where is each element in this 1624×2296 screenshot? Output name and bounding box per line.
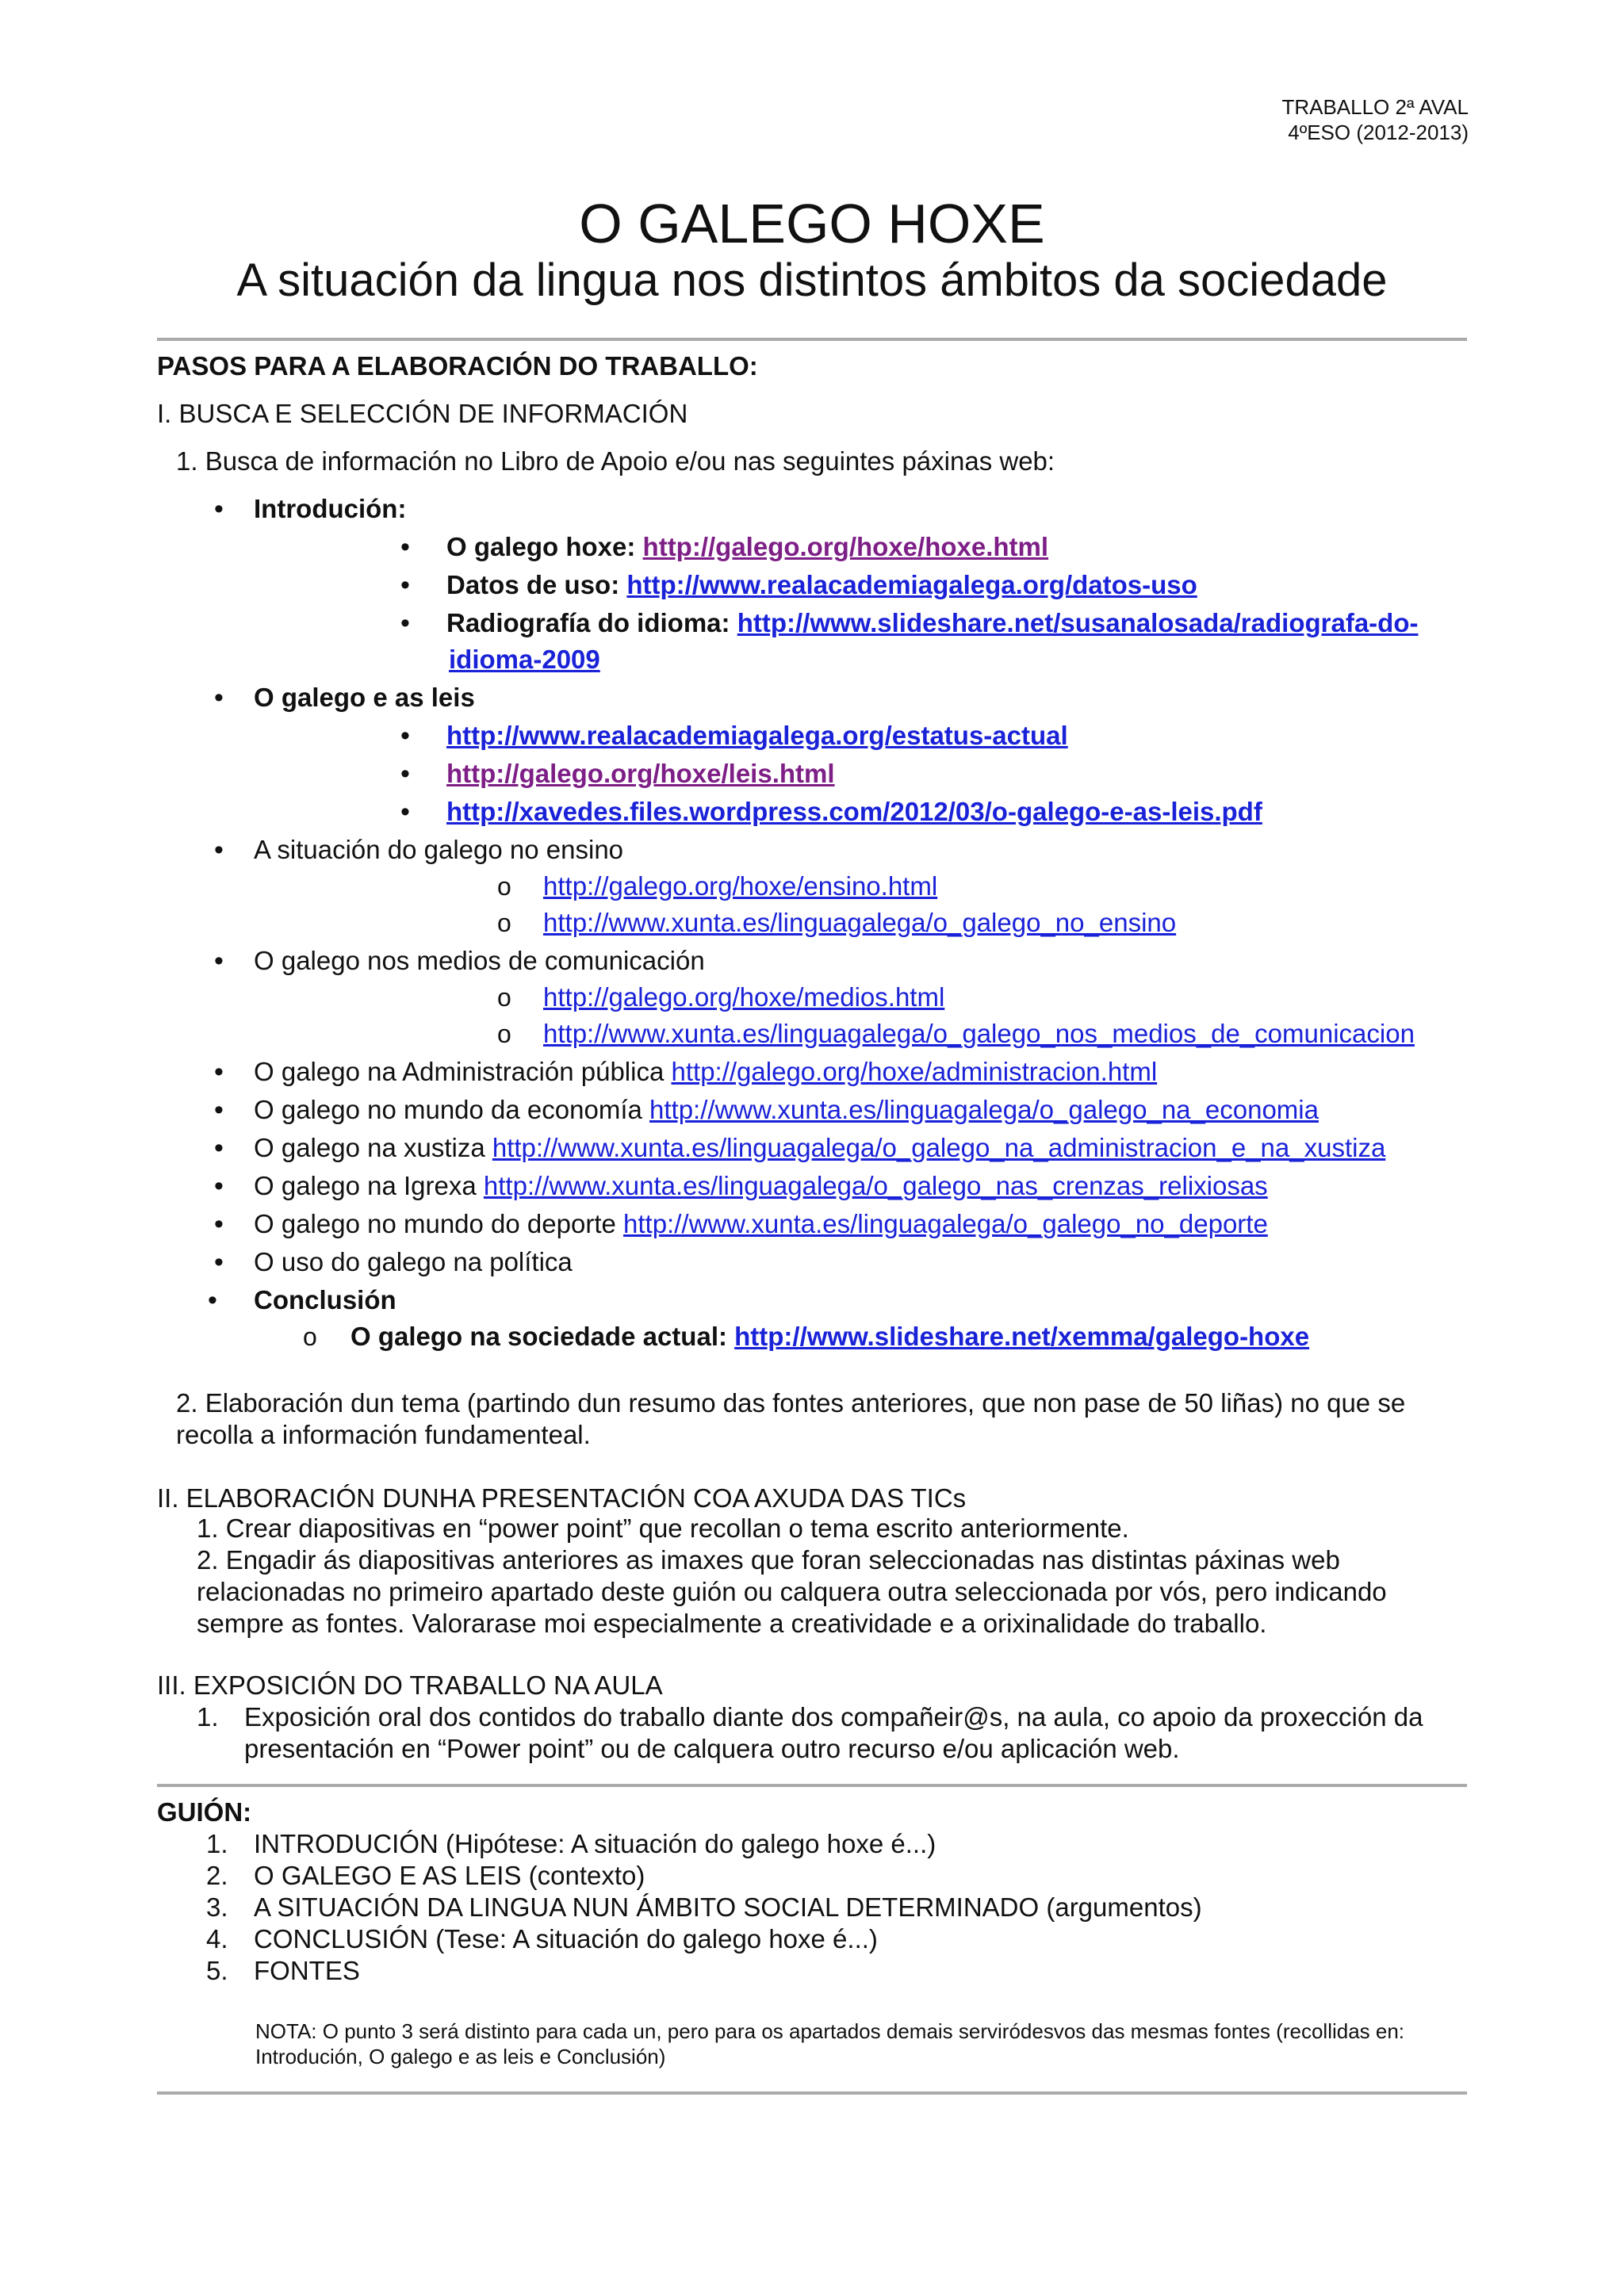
list-item (446, 569, 1197, 601)
link-leis[interactable]: http://galego.org/hoxe/leis.html (446, 759, 835, 788)
section-1-heading: I. BUSCA E SELECCIÓN DE INFORMACIÓN (157, 399, 688, 428)
bullet-icon: • (400, 532, 410, 562)
link-administracion[interactable]: http://galego.org/hoxe/administracion.html (671, 1057, 1158, 1086)
guion-item-number: 1. (206, 1829, 228, 1858)
guion-item: FONTES (254, 1956, 360, 1985)
circle-bullet-icon: o (303, 1322, 317, 1351)
bullet-icon: • (400, 721, 410, 751)
guion-item-number: 2. (206, 1861, 228, 1890)
medios-label: O galego nos medios de comunicación (254, 946, 705, 975)
ensino-label: A situación do galego no ensino (254, 835, 624, 864)
item-label: Datos de uso: (446, 570, 627, 599)
section-3-item-number: 1. (197, 1702, 219, 1732)
introducion-label: Introdución: (254, 494, 407, 523)
guion-item-number: 3. (206, 1892, 228, 1922)
link-ensino-xunta[interactable]: http://www.xunta.es/linguagalega/o_galego_no_ensino (543, 908, 1177, 937)
bullet-icon: • (400, 570, 410, 600)
pasos-heading: PASOS PARA A ELABORACIÓN DO TRABALLO: (157, 351, 758, 381)
guion-item: INTRODUCIÓN (Hipótese: A situación do galego hoxe é...) (254, 1829, 936, 1858)
bullet-icon: • (214, 1095, 224, 1125)
link-radiografia-cont[interactable]: idioma-2009 (449, 645, 600, 674)
link-xustiza[interactable]: http://www.xunta.es/linguagalega/o_galego_na_administracion_e_na_xustiza (492, 1133, 1386, 1162)
guion-item: CONCLUSIÓN (Tese: A situación do galego hoxe é...) (254, 1924, 878, 1954)
link-economia[interactable]: http://www.xunta.es/linguagalega/o_galego_na_economia (649, 1095, 1319, 1124)
section-3-item-1: Exposición oral dos contidos do traballo diante dos compañeir@s, na aula, co apoio da proxección da presentación en “Power point” ou de calquera outro recurso e/ou aplicación web. (244, 1702, 1423, 1763)
link-galego-hoxe-slideshare[interactable]: http://www.slideshare.net/xemma/galego-hoxe (734, 1322, 1310, 1351)
bullet-icon: • (214, 946, 224, 976)
list-item: O uso do galego na política (254, 1247, 573, 1276)
bullet-icon: • (214, 1171, 224, 1201)
item-label: O galego na xustiza (254, 1133, 492, 1162)
bullet-icon: • (214, 835, 224, 865)
item-label: O galego na sociedade actual: (350, 1322, 735, 1351)
link-estatus-actual[interactable]: http://www.realacademiagalega.org/estatus-actual (446, 721, 1068, 750)
item-label: O galego no mundo do deporte (254, 1209, 624, 1238)
list-item (254, 1094, 1319, 1126)
section-1-item-2: 2. Elaboración dun tema (partindo dun resumo das fontes anteriores, que non pase de 50 liñas) no que se recolla a información fundamenteal. (176, 1388, 1406, 1449)
list-item (254, 1056, 1157, 1088)
bullet-icon: • (214, 1209, 224, 1239)
link-ensino[interactable]: http://galego.org/hoxe/ensino.html (543, 871, 938, 901)
section-2-heading: II. ELABORACIÓN DUNHA PRESENTACIÓN COA AXUDA DAS TICs (157, 1483, 967, 1513)
bullet-icon: • (214, 1057, 224, 1087)
header-line-2: 4ºESO (2012-2013) (1288, 121, 1469, 144)
guion-item-number: 5. (206, 1956, 228, 1985)
circle-bullet-icon: o (497, 872, 511, 901)
item-label: O galego hoxe: (446, 532, 643, 561)
bullet-icon: • (400, 759, 410, 789)
circle-bullet-icon: o (497, 909, 511, 937)
document-subtitle: A situación da lingua nos distintos ámbitos da sociedade (236, 254, 1388, 306)
header-line-1: TRABALLO 2ª AVAL (1281, 95, 1469, 119)
list-item (254, 1132, 1385, 1164)
bullet-icon: • (214, 1133, 224, 1163)
circle-bullet-icon: o (497, 983, 511, 1012)
divider-top (157, 338, 1467, 341)
leis-label: O galego e as leis (254, 683, 475, 712)
conclusion-label: Conclusión (254, 1285, 396, 1314)
guion-item: O GALEGO E AS LEIS (contexto) (254, 1861, 645, 1890)
divider-middle (157, 1784, 1467, 1787)
link-leis-pdf[interactable]: http://xavedes.files.wordpress.com/2012/03/o-galego-e-as-leis.pdf (446, 797, 1262, 826)
bullet-icon: • (214, 494, 224, 524)
section-1-item-1: 1. Busca de información no Libro de Apoio e/ou nas seguintes páxinas web: (176, 446, 1055, 476)
bullet-icon: • (214, 1247, 224, 1277)
guion-item-number: 4. (206, 1924, 228, 1954)
list-item (446, 607, 1418, 639)
link-radiografia[interactable]: http://www.slideshare.net/susanalosada/radiografa-do- (737, 608, 1419, 637)
item-label: O galego na Administración pública (254, 1057, 672, 1086)
document-title: O GALEGO HOXE (579, 193, 1045, 254)
divider-bottom (157, 2091, 1467, 2095)
circle-bullet-icon: o (497, 1020, 511, 1048)
item-label: Radiografía do idioma: (446, 608, 737, 637)
list-item-continuation (449, 644, 600, 675)
guion-heading: GUIÓN: (157, 1797, 252, 1827)
bullet-icon: • (208, 1285, 217, 1315)
bullet-icon: • (214, 683, 224, 713)
link-datos-uso[interactable]: http://www.realacademiagalega.org/datos-uso (626, 570, 1197, 599)
section-2-item-2: 2. Engadir ás diapositivas anteriores as imaxes que foran seleccionadas nas distintas páxinas web relacionadas no primeiro apartado deste guión ou calquera outra seleccionada por vós, pero indicando sempre as fontes. Valorarase moi especialmente a creatividade e a orixinalidade do traballo. (197, 1545, 1387, 1638)
link-medios-xunta[interactable]: http://www.xunta.es/linguagalega/o_galego_nos_medios_de_comunicacion (543, 1019, 1415, 1048)
guion-note: NOTA: O punto 3 será distinto para cada un, pero para os apartados demais serviródesvos das mesmas fontes (recollidas en: Introdución, O galego e as leis e Conclusión) (255, 2019, 1405, 2068)
item-label: O galego na Igrexa (254, 1171, 484, 1200)
guion-item: A SITUACIÓN DA LINGUA NUN ÁMBITO SOCIAL DETERMINADO (argumentos) (254, 1892, 1202, 1922)
bullet-icon: • (400, 608, 410, 638)
section-2-item-1: 1. Crear diapositivas en “power point” que recollan o tema escrito anteriormente. (197, 1513, 1129, 1543)
list-item (254, 1170, 1268, 1202)
item-label: O galego no mundo da economía (254, 1095, 650, 1124)
list-item (446, 531, 1048, 563)
list-item (350, 1321, 1309, 1353)
link-medios[interactable]: http://galego.org/hoxe/medios.html (543, 982, 945, 1012)
link-igrexa[interactable]: http://www.xunta.es/linguagalega/o_galego_nas_crenzas_relixiosas (483, 1171, 1268, 1200)
bullet-icon: • (400, 797, 410, 827)
link-deporte[interactable]: http://www.xunta.es/linguagalega/o_galego_no_deporte (623, 1209, 1268, 1238)
list-item (254, 1208, 1268, 1240)
section-3-heading: III. EXPOSICIÓN DO TRABALLO NA AULA (157, 1670, 663, 1700)
link-galego-hoxe[interactable]: http://galego.org/hoxe/hoxe.html (642, 532, 1049, 561)
